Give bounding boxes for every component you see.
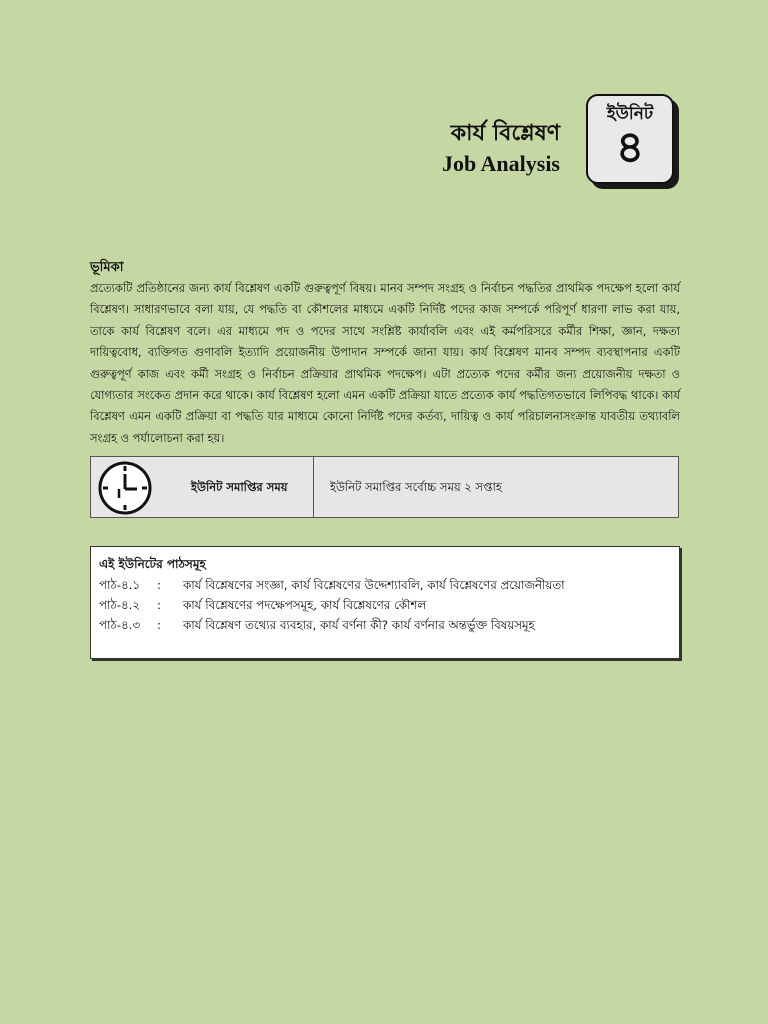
time-box-left [91,457,314,517]
lesson-title: কার্য বিশ্লেষণের সংজ্ঞা, কার্য বিশ্লেষণের উদ্দেশ্যাবলি, কার্য বিশ্লেষণের প্রয়োজনীয়তা [183,578,565,592]
lesson-separator: : [157,578,161,592]
unit-title-english: Job Analysis [442,151,560,176]
unit-badge-label: ইউনিট [606,104,654,124]
unit-badge [586,94,674,184]
lesson-item [99,575,671,595]
lessons-heading: এই ইউনিটের পাঠসমূহ [99,557,206,571]
unit-time-value: ইউনিট সমাপ্তির সর্বোচ্চ সময় ২ সপ্তাহ [330,480,502,494]
unit-time-label: ইউনিট সমাপ্তির সময় [191,480,288,494]
lesson-separator: : [157,618,161,632]
introduction-body: প্রত্যেকটি প্রতিষ্ঠানের জন্য কার্য বিশ্লেষণ একটি গুরুত্বপূর্ণ বিষয়। মানব সম্পদ সংগ্রহ ও নির্বাচন পদ্ধতির প্রাথমিক পদক্ষেপ হলো কার্য বিশ্লেষণ। সাধারণভাবে বলা যায়, যে পদ্ধতি বা কৌশলের মাধ্যমে একটি নির্দিষ্ট পদের কাজ সম্পর্কে পরিপূর্ণ ধারণা লাভ করা যায়, তাকে কার্য বিশ্লেষণ বলে। এর মাধ্যমে পদ ও পদের সাথে সংশ্লিষ্ট কার্যাবলি এবং এই কর্মপরিসরে কর্মীর শিক্ষা, জ্ঞান, দক্ষতা দায়িত্ববোধ, ব্যক্তিগত গুণাবলি ইত্যাদি প্রয়োজনীয় উপাদান সম্পর্কে জানা যায়। কার্য বিশ্লেষণ মানব সম্পদ ব্যবস্থাপনার একটি গুরুত্বপূর্ণ কাজ এবং কর্মী সংগ্রহ ও নির্বাচন প্রক্রিয়ার প্রাথমিক পদক্ষেপ। এটা প্রত্যেক পদের কর্মীর জন্য প্রয়োজনীয় দক্ষতা ও যোগ্যতার সংকেত প্রদান করে থাকে। কার্য বিশ্লেষণ হলো এমন একটি প্রক্রিয়া যাতে প্রত্যেক কার্য পদ্ধতিগতভাবে লিপিবদ্ধ থাকে। কার্য বিশ্লেষণ এমন একটি প্রক্রিয়া বা পদ্ধতি যার মাধ্যমে কোনো নির্দিষ্ট পদের কর্তব্য, দায়িত্ব ও কার্য পরিচালনাসংক্রান্ত যাবতীয় তথ্যাবলি সংগ্রহ ও পর্যালোচনা করা হয়। [90,281,681,445]
introduction-section [90,258,680,449]
lesson-number: পাঠ-৪.২ [99,598,141,612]
lesson-title: কার্য বিশ্লেষণের পদক্ষেপসমূহ, কার্য বিশ্লেষণের কৌশল [183,598,427,612]
lesson-number: পাঠ-৪.১ [99,578,141,592]
unit-time-box [90,456,679,518]
unit-title-bengali: কার্য বিশ্লেষণ [450,121,560,146]
lesson-item [99,615,671,635]
clock-icon [97,460,153,520]
introduction-heading: ভূমিকা [90,260,124,275]
lesson-item [99,595,671,615]
lessons-box [90,546,680,659]
unit-title-block [360,118,560,178]
lesson-title: কার্য বিশ্লেষণ তথ্যের ব্যবহার, কার্য বর্ণনা কী? কার্য বর্ণনার অন্তর্ভুক্ত বিষয়সমূহ [183,618,535,632]
lesson-separator: : [157,598,161,612]
lesson-number: পাঠ-৪.৩ [99,618,141,632]
unit-badge-number: ৪ [615,122,645,173]
